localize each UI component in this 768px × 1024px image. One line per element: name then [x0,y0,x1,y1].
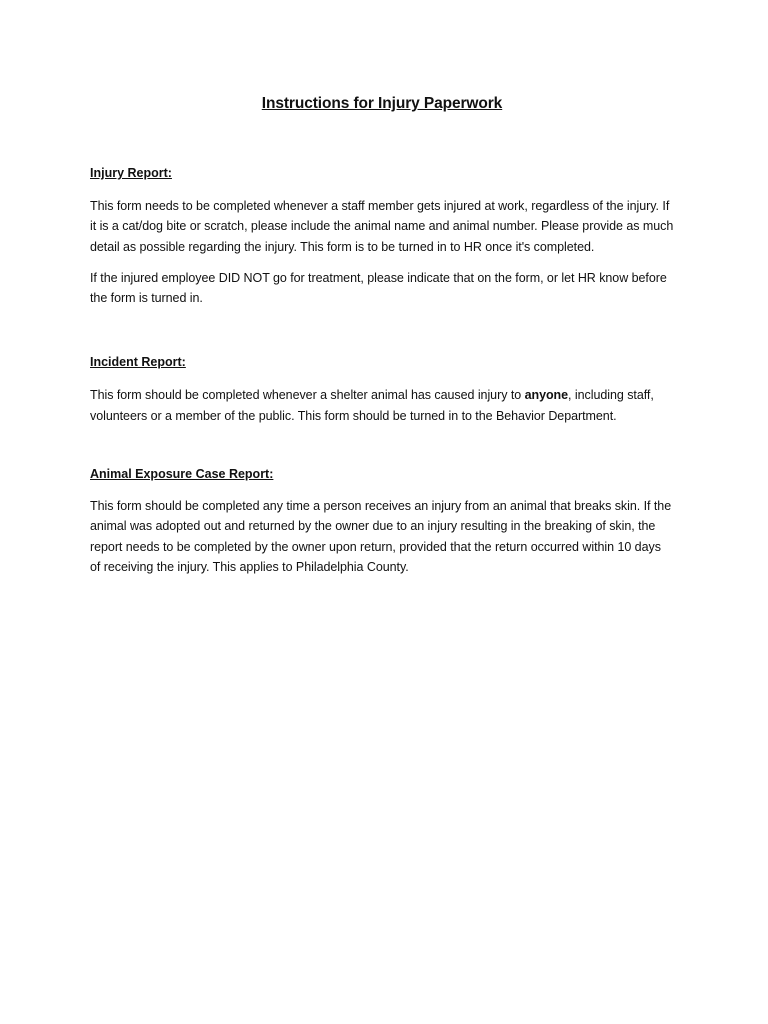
incident-text-emphasis: anyone [524,388,569,403]
incident-report-paragraph [90,385,674,426]
animal-exposure-report-heading: Animal Exposure Case Report: [90,467,274,482]
animal-exposure-report-paragraph: This form should be completed any time a person receives an injury from an animal that breaks skin. If the animal was adopted out and returned by the owner due to an injury resulting in the breaking of skin, the report needs to be completed by the owner upon return, provided that the return occurred within 10 days of receiving the injury. This applies to Philadelphia County. [90,499,672,574]
incident-report-heading: Incident Report: [90,355,186,370]
incident-text-after: , including staff, volunteers or a member of the public. This form should be turned in to the Behavior Department. [90,388,654,423]
injury-report-heading: Injury Report: [90,166,172,180]
injury-report-paragraph-2: If the injured employee DID NOT go for treatment, please indicate that on the form, or let HR know before the form is turned in. [90,270,667,306]
incident-text-before: This form should be completed whenever a shelter animal has caused injury to [90,388,525,403]
document-body [90,93,674,577]
document-title: Instructions for Injury Paperwork [261,95,503,112]
injury-report-paragraph-1: This form needs to be completed whenever a staff member gets injured at work, regardless of the injury. If it is a cat/dog bite or scratch, please include the animal name and animal number. Please provide as much detail as possible regarding the injury. This form is to be turned in to HR once it's completed. [90,199,674,254]
